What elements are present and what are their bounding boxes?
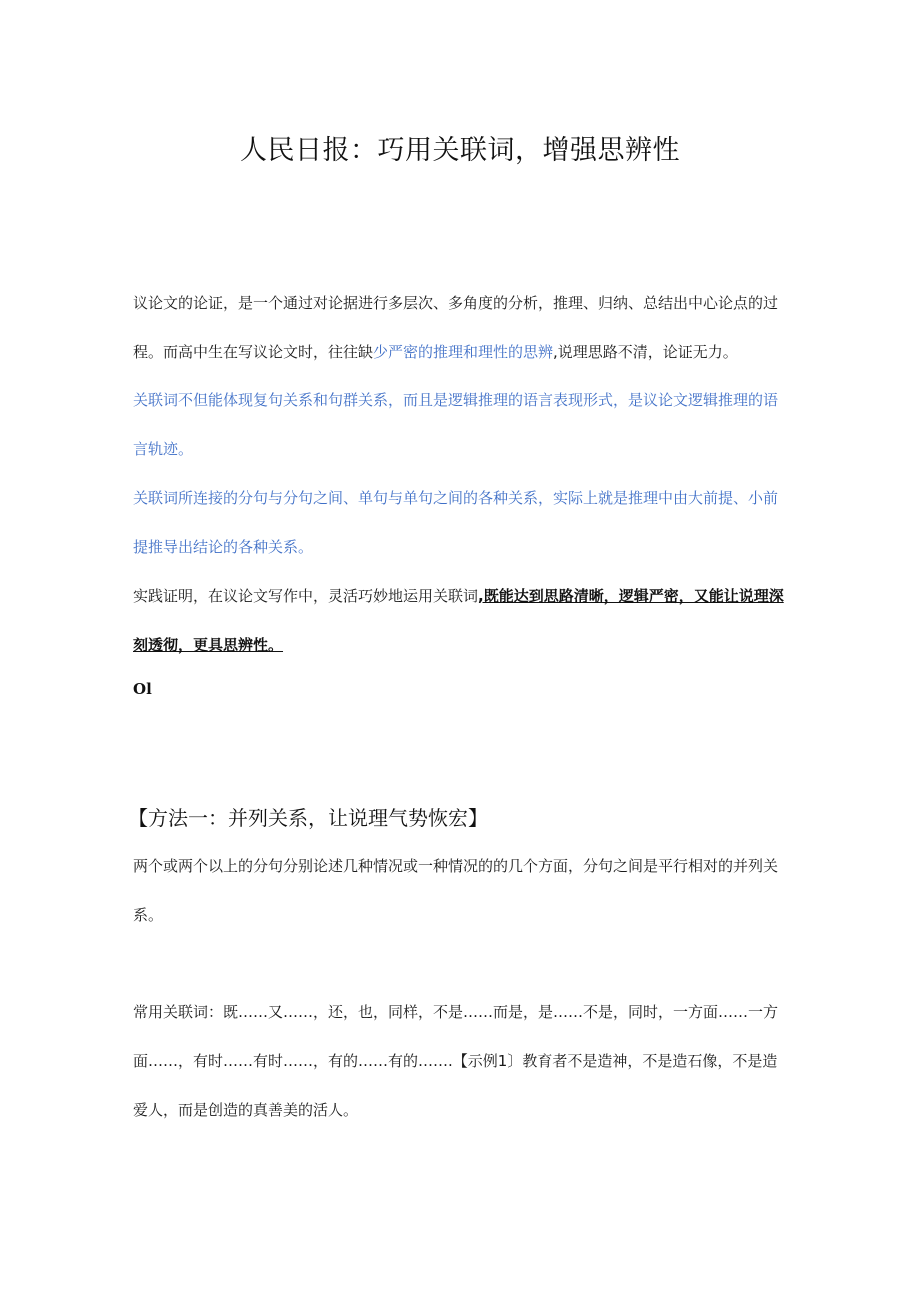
section-marker: Ol bbox=[133, 680, 152, 698]
intro-paragraph-4 bbox=[133, 572, 788, 670]
intro-paragraph-2: 关联词不但能体现复句关系和句群关系，而且是逻辑推理的语言表现形式，是议论文逻辑推理的语言轨迹。 bbox=[133, 391, 779, 458]
intro-text-1-highlight: 少严密的推理和理性的思辨 bbox=[373, 343, 554, 361]
intro-text-4-emphasis: ,既能达到思路清晰，逻辑严密，又能让说理深刻透彻，更具思辨性。 bbox=[133, 587, 784, 654]
method-1-heading: 【方法一：并列关系，让说理气势恢宏】 bbox=[128, 806, 488, 830]
intro-paragraph-3: 关联词所连接的分句与分句之间、单句与单句之间的各种关系，实际上就是推理中由大前提、小前提推导出结论的各种关系。 bbox=[133, 489, 779, 556]
method-1-description: 两个或两个以上的分句分别论述几种情况或一种情况的的几个方面，分句之间是平行相对的并列关系。 bbox=[133, 857, 779, 924]
intro-text-4a: 实践证明，在议论文写作中，灵活巧妙地运用关联词 bbox=[133, 587, 479, 605]
intro-paragraph-1 bbox=[133, 279, 788, 377]
intro-text-1a: 议论文的论证，是一个通过对论据进行多层次、多角度的分析，推理、归纳、总结出中心论点的过程。而高中生在写议论文时，往往缺 bbox=[133, 294, 779, 361]
article-title: 人民日报：巧用关联词，增强思辨性 bbox=[240, 135, 680, 166]
intro-text-1b: ,说理思路不清，论证无力。 bbox=[553, 343, 738, 361]
method-1-connectives: 常用关联词：既……又……，还，也，同样，不是……而是，是……不是，同时，一方面……一方面……，有时……有时……，有的……有的…….【示例1〕教育者不是造神，不是造石像，不是造爱人，而是创造的真善美的活人。 bbox=[133, 1003, 779, 1119]
